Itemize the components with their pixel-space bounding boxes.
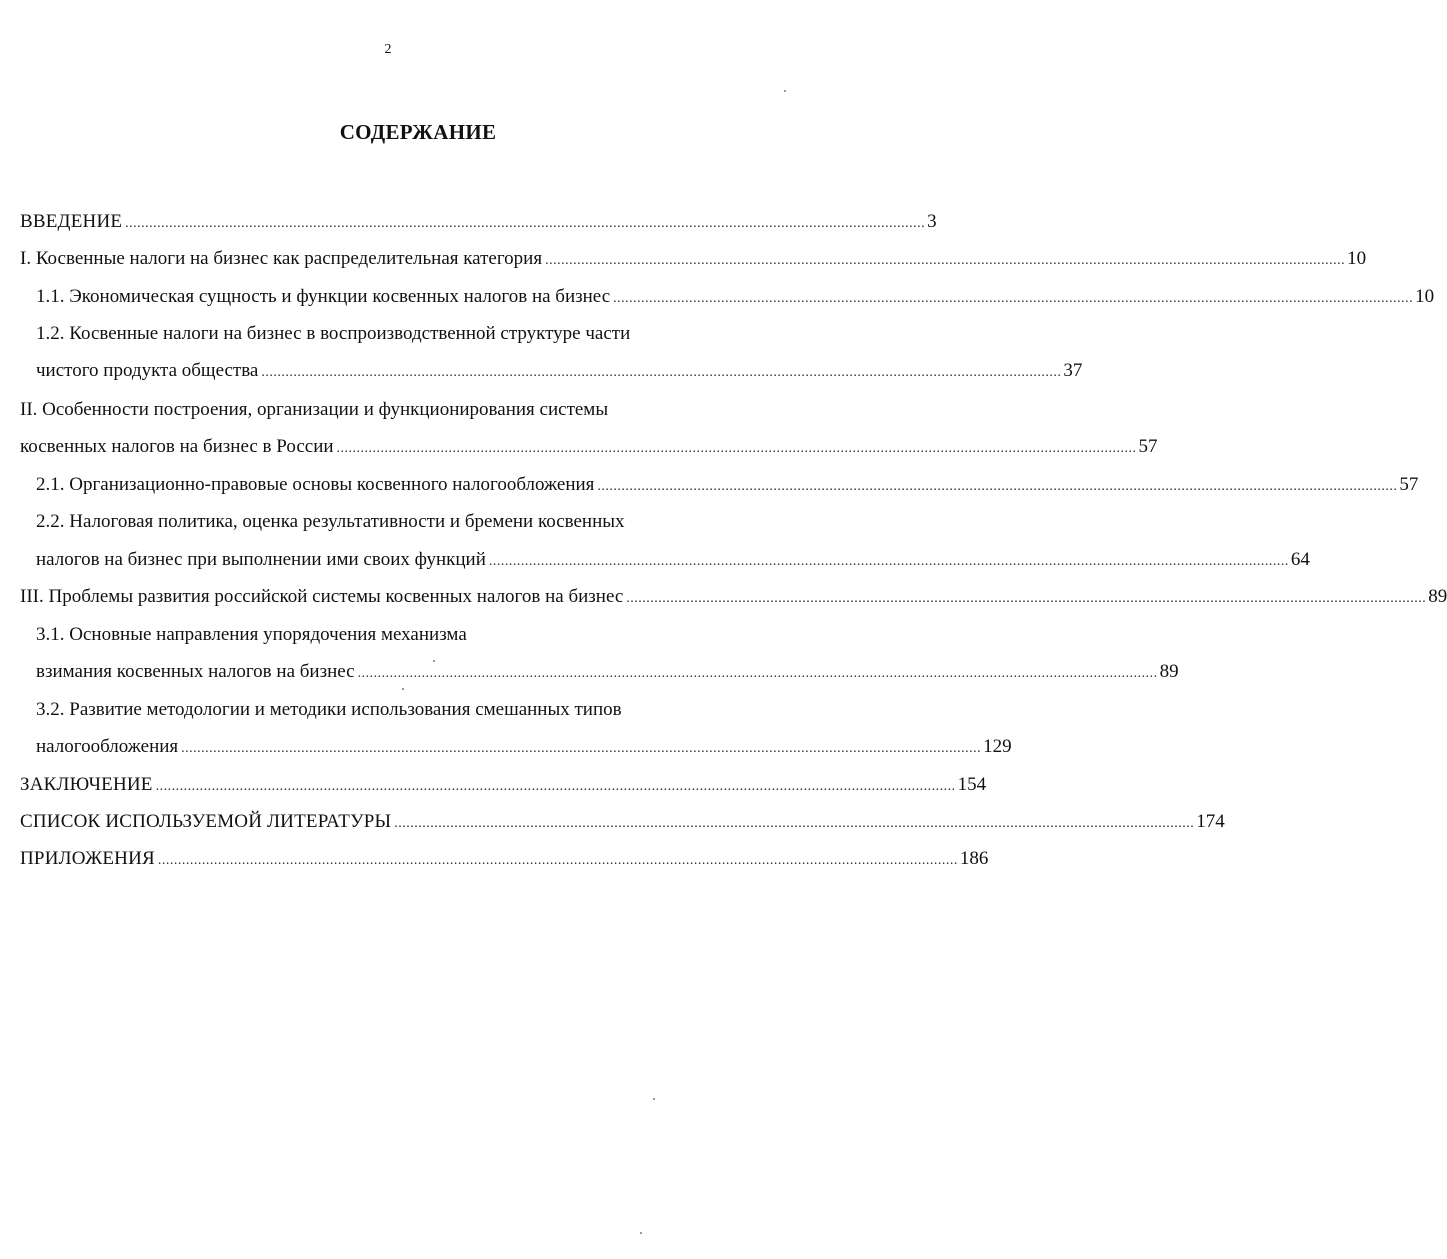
- dot-leader: ........................................................................................................................................................................................................: [181, 741, 982, 756]
- scan-speck: [640, 1232, 642, 1234]
- toc-page-number: 57: [1138, 436, 1158, 457]
- dot-leader: ........................................................................................................................................................................................................: [394, 816, 1195, 831]
- scan-speck: [653, 1098, 655, 1100]
- toc-page-number: 57: [1399, 474, 1419, 495]
- toc-entry-text: СПИСОК ИСПОЛЬЗУЕМОЙ ЛИТЕРАТУРЫ: [20, 811, 392, 832]
- toc-entry-section-2-2[interactable]: [36, 547, 1310, 575]
- toc-entry-introduction[interactable]: [20, 209, 937, 237]
- toc-entry-section-3-1-line1[interactable]: 3.1. Основные направления упорядочения механизма: [36, 624, 467, 645]
- toc-entry-section-1-2[interactable]: [36, 358, 1083, 386]
- dot-leader: ........................................................................................................................................................................................................: [613, 291, 1414, 306]
- dot-leader: ........................................................................................................................................................................................................: [357, 666, 1158, 681]
- toc-entry-text: ПРИЛОЖЕНИЯ: [20, 848, 155, 869]
- toc-page-number: 154: [957, 774, 987, 795]
- dot-leader: ........................................................................................................................................................................................................: [157, 853, 958, 868]
- toc-page-number: 89: [1159, 661, 1179, 682]
- toc-page-number: 37: [1063, 360, 1083, 381]
- dot-leader: ........................................................................................................................................................................................................: [155, 779, 956, 794]
- toc-entry-literature[interactable]: [20, 809, 1225, 837]
- scan-speck: [784, 90, 786, 92]
- toc-entry-text: налогов на бизнес при выполнении ими своих функций: [36, 549, 486, 570]
- toc-entry-text: III. Проблемы развития российской системы косвенных налогов на бизнес: [20, 586, 624, 607]
- toc-entry-chapter-3[interactable]: [20, 584, 1447, 612]
- dot-leader: ........................................................................................................................................................................................................: [488, 554, 1289, 569]
- toc-entry-text: 2.1. Организационно-правовые основы косвенного налогообложения: [36, 474, 595, 495]
- toc-entry-text: взимания косвенных налогов на бизнес: [36, 661, 355, 682]
- dot-leader: ........................................................................................................................................................................................................: [261, 365, 1062, 380]
- toc-entry-chapter-1[interactable]: [20, 246, 1367, 274]
- scan-speck: [433, 660, 435, 662]
- toc-entry-chapter-2[interactable]: [20, 434, 1158, 462]
- toc-page-number: 10: [1347, 248, 1367, 269]
- toc-entry-section-3-1[interactable]: [36, 659, 1179, 687]
- dot-leader: ........................................................................................................................................................................................................: [545, 253, 1346, 268]
- toc-entry-section-2-1[interactable]: [36, 472, 1419, 500]
- toc-entry-section-3-2-line1[interactable]: 3.2. Развитие методологии и методики использования смешанных типов: [36, 699, 622, 720]
- page-title: СОДЕРЖАНИЕ: [339, 120, 497, 144]
- toc-page-number: 129: [983, 736, 1012, 757]
- toc-page-number: 10: [1415, 286, 1435, 307]
- toc-page-number: 3: [927, 211, 937, 232]
- toc-entry-chapter-2-line1[interactable]: II. Особенности построения, организации и функционирования системы: [20, 399, 609, 420]
- toc-page-number: 89: [1428, 586, 1447, 607]
- toc-entry-section-3-2[interactable]: [36, 734, 1012, 762]
- toc-page-number: 64: [1290, 549, 1310, 570]
- toc-entry-text: налогообложения: [36, 736, 179, 757]
- dot-leader: ........................................................................................................................................................................................................: [125, 216, 926, 231]
- toc-entry-section-1-2-line1[interactable]: 1.2. Косвенные налоги на бизнес в воспроизводственной структуре части: [36, 323, 631, 344]
- toc-entry-text: ЗАКЛЮЧЕНИЕ: [20, 774, 153, 795]
- dot-leader: ........................................................................................................................................................................................................: [336, 441, 1137, 456]
- toc-entry-text: 1.1. Экономическая сущность и функции косвенных налогов на бизнес: [36, 286, 611, 307]
- scan-speck: [402, 688, 404, 690]
- page-number: 2: [384, 42, 392, 57]
- toc-page-number: 174: [1196, 811, 1225, 832]
- toc-entry-section-1-1[interactable]: [36, 284, 1435, 312]
- toc-entry-text: I. Косвенные налоги на бизнес как распределительная категория: [20, 248, 543, 269]
- toc-entry-section-2-2-line1[interactable]: 2.2. Налоговая политика, оценка результативности и бремени косвенных: [36, 511, 625, 532]
- toc-entry-appendix[interactable]: [20, 846, 989, 874]
- toc-entry-text: косвенных налогов на бизнес в России: [20, 436, 334, 457]
- toc-page-number: 186: [959, 848, 989, 869]
- toc-entry-text: ВВЕДЕНИЕ: [20, 211, 123, 232]
- toc-entry-text: чистого продукта общества: [36, 360, 259, 381]
- dot-leader: ........................................................................................................................................................................................................: [597, 479, 1398, 494]
- dot-leader: ........................................................................................................................................................................................................: [626, 591, 1427, 606]
- toc-entry-conclusion[interactable]: [20, 772, 987, 800]
